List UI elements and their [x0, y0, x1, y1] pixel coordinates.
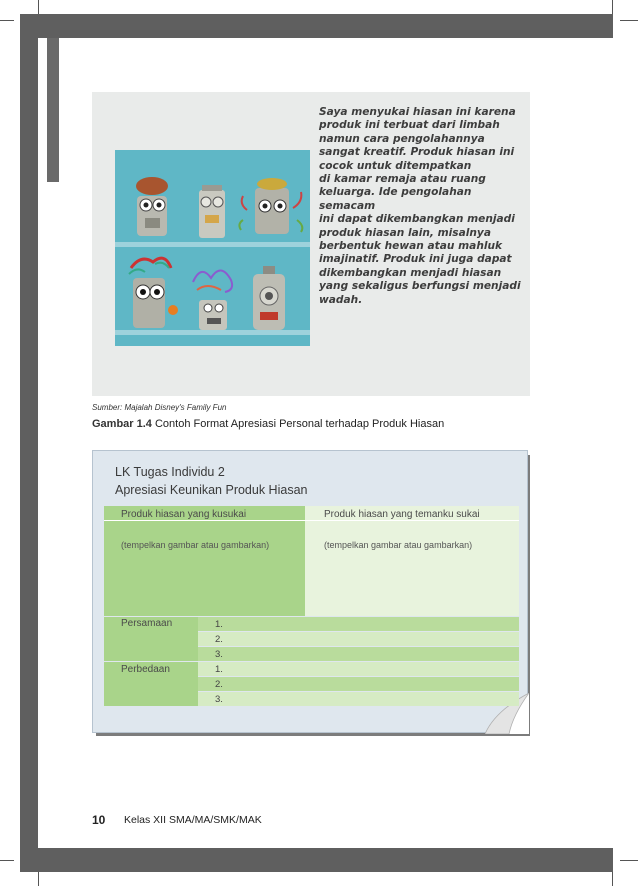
perbedaan-item: 1.: [215, 664, 223, 675]
book-title: Kelas XII SMA/MA/SMK/MAK: [124, 814, 262, 826]
column-header-friend-liked: Produk hiasan yang temanku sukai: [324, 509, 480, 520]
shelf-photo: [115, 150, 310, 346]
crop-mark: [620, 20, 638, 21]
perbedaan-item: 2.: [215, 679, 223, 690]
robot-figure: [129, 258, 178, 328]
page-frame-bottom: [20, 848, 613, 872]
crop-mark: [612, 872, 613, 886]
crop-mark: [0, 860, 14, 861]
robot-figure: [199, 185, 225, 238]
table-row: [104, 677, 519, 691]
table-cell-right: [305, 521, 519, 616]
recycled-robot-illustration: [115, 150, 310, 346]
persamaan-item: 2.: [215, 634, 223, 645]
persamaan-item: 1.: [215, 619, 223, 630]
crop-mark: [38, 0, 39, 14]
column-hint-left: (tempelkan gambar atau gambarkan): [121, 540, 270, 550]
quote-text: Saya menyukai hiasan ini karena produk ini terbuat dari limbah namun cara pengolahannya sangat kreatif. Produk hiasan ini cocok untuk ditempatkan di kamar remaja atau ruang keluarga. Ide pengolahan semacam ini dapat dikembangkan menjadi produk hiasan lain, misalnya berbentuk hewan atau mahluk imajinatif. Produk ini juga dapat dikembangkan menjadi hiasan yang sekaligus berfungsi menjadi wadah.: [319, 106, 521, 306]
robot-figure: [253, 266, 285, 330]
page-frame-top: [20, 14, 613, 38]
figure-image: [92, 92, 530, 396]
page-number: 10: [92, 813, 106, 827]
robot-figure: [136, 177, 168, 236]
figure-caption-text: Contoh Format Apresiasi Personal terhadap Produk Hiasan: [151, 418, 445, 430]
perbedaan-label: Perbedaan: [121, 664, 170, 675]
crop-mark: [620, 860, 638, 861]
crop-mark: [612, 0, 613, 14]
worksheet-title: [115, 463, 307, 499]
figure-caption: [92, 418, 444, 430]
table-cell-left: [104, 521, 305, 616]
table-row: [104, 692, 519, 706]
page-frame-left: [20, 14, 38, 872]
worksheet-title-line2: Apresiasi Keunikan Produk Hiasan: [115, 483, 308, 497]
persamaan-item: 3.: [215, 649, 223, 660]
page-spine-bar: [47, 38, 59, 182]
table-row: [104, 632, 519, 646]
column-hint-right: (tempelkan gambar atau gambarkan): [324, 540, 473, 550]
image-source: Sumber: Majalah Disney's Family Fun: [92, 403, 227, 412]
persamaan-label: Persamaan: [121, 618, 173, 629]
figure-caption-label: Gambar 1.4: [92, 418, 152, 430]
table-divider: [104, 520, 519, 521]
perbedaan-item: 3.: [215, 694, 223, 705]
robot-figure: [193, 270, 232, 330]
robot-figure: [239, 178, 302, 234]
crop-mark: [0, 20, 14, 21]
table-row: [104, 647, 519, 661]
crop-mark: [38, 872, 39, 886]
worksheet-title-line1: LK Tugas Individu 2: [115, 465, 225, 479]
column-header-liked: Produk hiasan yang kusukai: [121, 509, 247, 520]
